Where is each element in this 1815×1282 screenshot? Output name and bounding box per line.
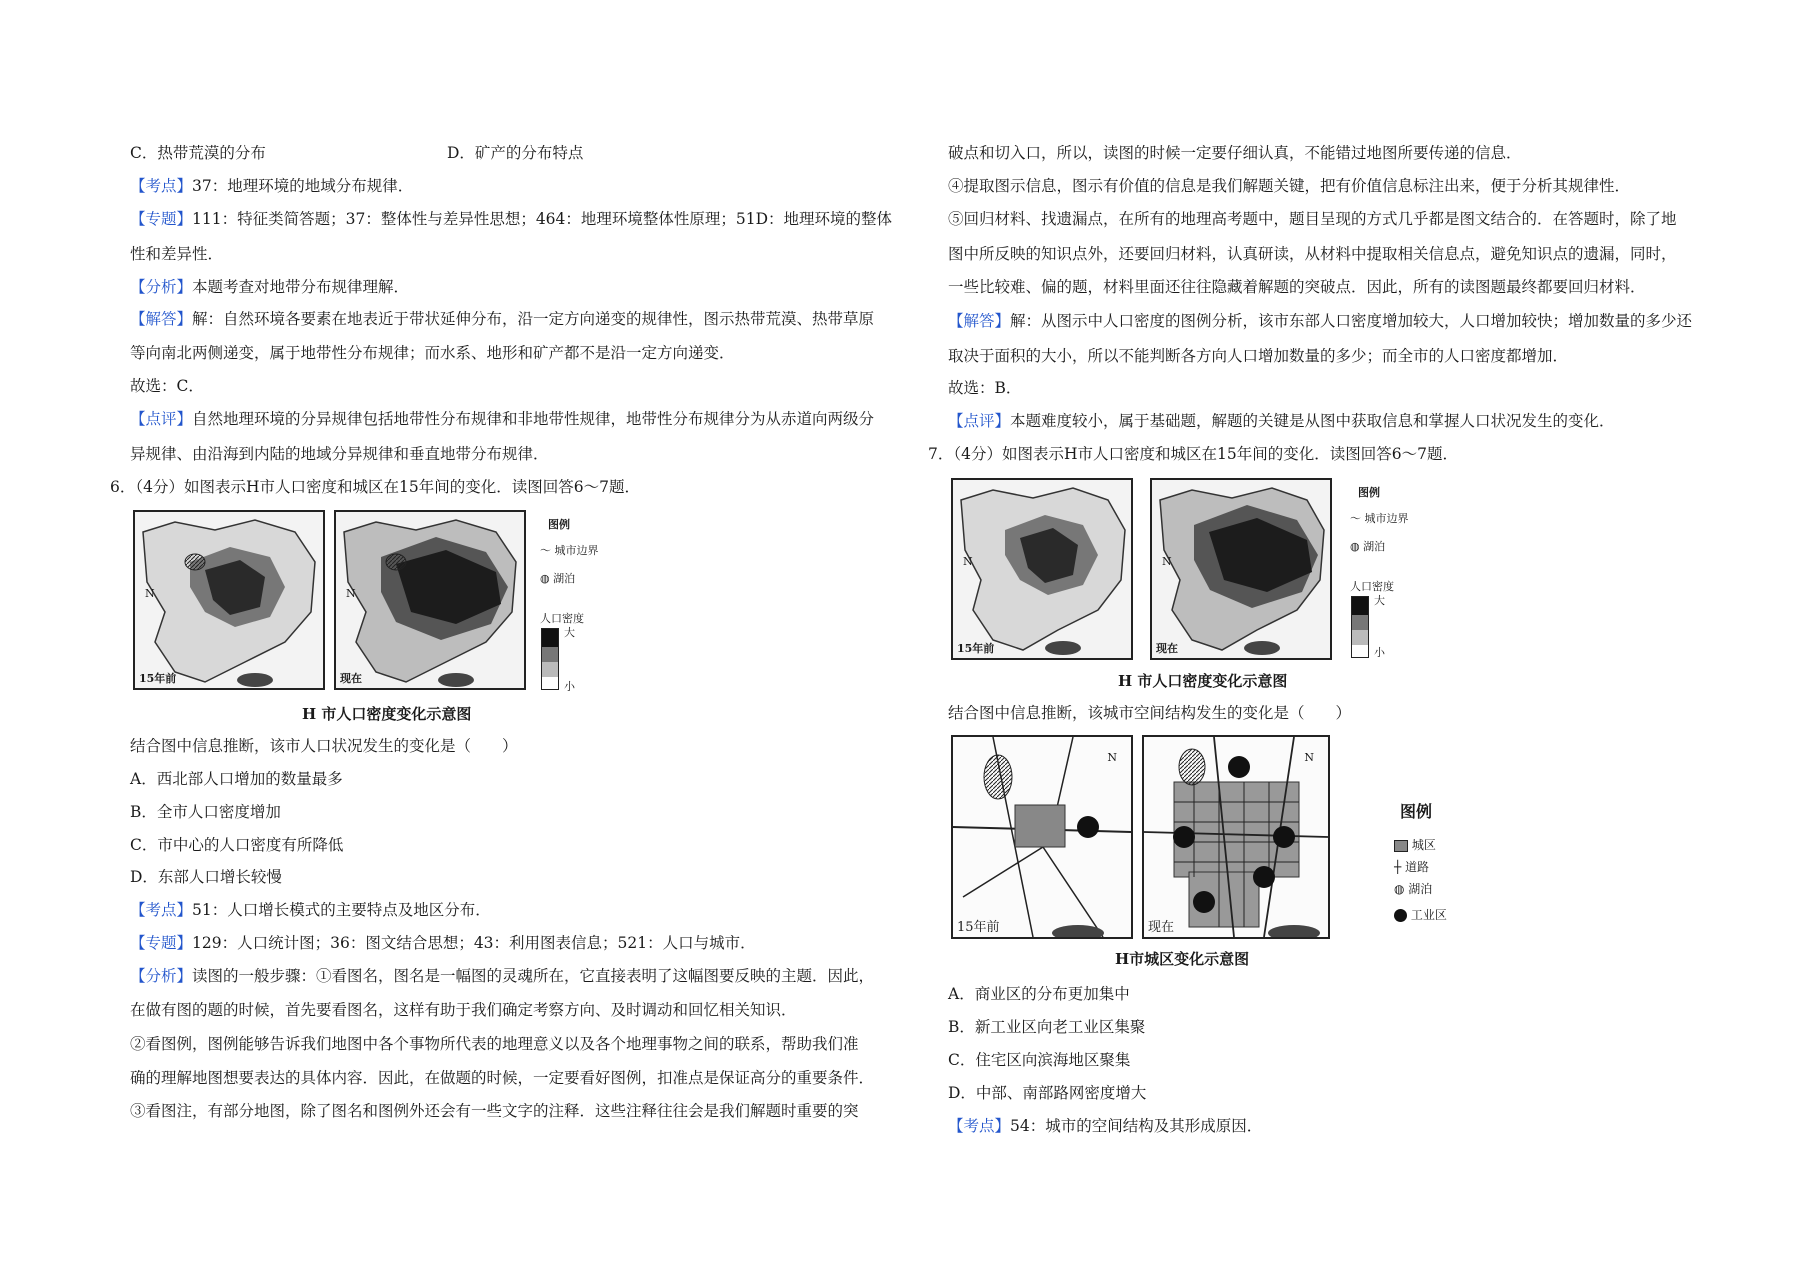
q5-jieda (130, 308, 874, 330)
kaodian-text: 37：地理环境的地域分布规律． (192, 177, 414, 195)
density-map-now-q7-svg (1152, 480, 1330, 658)
answer: 故选：C． (130, 377, 204, 395)
map-label-now: 现在 (340, 672, 362, 685)
q5-options-cd (130, 142, 584, 164)
q6-zhuanti (130, 932, 756, 954)
fenxi-text: 读图的一般步骤：①看图名，图名是一幅图的灵魂所在，它直接表明了这幅图要反映的主题．因此， (192, 967, 875, 985)
legend-lake: ◍ 湖泊 (1350, 540, 1386, 553)
map-label-now: 现在 (1156, 642, 1178, 655)
fenxi-text-4: 确的理解地图想要表达的具体内容．因此，在做题的时候，一定要看好图例，扣准点是保证高分的重要条件． (130, 1069, 875, 1087)
q7-stem: 7．（4分）如图表示H市人口密度和城区在15年间的变化．读图回答6～7题． (928, 445, 1458, 463)
legend-lake: ◍ 湖泊 (540, 572, 576, 585)
option-d: D．东部人口增长较慢 (130, 868, 282, 886)
legend-lake2: ◍ 湖泊 (1394, 882, 1433, 896)
figure-caption: H 市人口密度变化示意图 (302, 705, 472, 723)
kaodian-tag: 【考点】 (130, 177, 193, 195)
q5-fenxi (130, 276, 409, 298)
legend-border: 〜 城市边界 (1350, 512, 1409, 525)
legend-industry-label: 工业区 (1410, 908, 1447, 922)
urban-map-now (1142, 735, 1330, 939)
legend-urban-label: 城区 (1411, 838, 1436, 852)
legend-border-label: 城市边界 (1364, 512, 1409, 525)
option-b: B．新工业区向老工业区集聚 (948, 1018, 1146, 1036)
legend-density-scale (1351, 596, 1369, 658)
fenxi-tag: 【分析】 (130, 278, 193, 296)
dianping-text: 自然地理环境的分异规律包括地带性分布规律和非地带性规律，地带性分布规律分为从赤道向两级分 (192, 410, 875, 428)
north-arrow: N (1162, 555, 1172, 568)
option-b: B．全市人口密度增加 (130, 803, 281, 821)
q7-question: 结合图中信息推断，该城市空间结构发生的变化是（ ） (948, 704, 1352, 722)
jieda-tag: 【解答】 (948, 312, 1011, 330)
answer: 故选：B． (948, 379, 1022, 397)
legend-lake-label: 湖泊 (1363, 540, 1386, 553)
density-map-before-q7-svg (953, 480, 1131, 658)
legend-lake-label: 湖泊 (1408, 882, 1433, 896)
north-arrow: N (1107, 751, 1117, 764)
density-map-now-svg (336, 512, 524, 688)
q6-jieda (948, 310, 1692, 332)
map-label-now: 现在 (1148, 920, 1175, 935)
legend-title: 图例 (548, 518, 570, 531)
legend-density: 人口密度 (1350, 580, 1394, 593)
jieda-text-cont: 取决于面积的大小，所以不能判断各方向人口增加数量的多少；而全市的人口密度都增加． (948, 347, 1569, 365)
legend-title: 图例 (1358, 486, 1380, 499)
fenxi-cont-2: ④提取图示信息，图示有价值的信息是我们解题关键，把有价值信息标注出来，便于分析其规律性． (948, 177, 1631, 195)
q6-fenxi (130, 965, 874, 987)
north-arrow: N (963, 555, 973, 568)
fenxi-cont-4: 图中所反映的知识点外，还要回归材料，认真研读，从材料中提取相关信息点，避免知识点的遗漏，同时， (948, 245, 1677, 263)
density-map-now-q7 (1150, 478, 1332, 660)
fenxi-cont-3: ⑤回归材料、找遗漏点，在所有的地理高考题中，题目呈现的方式几乎都是图文结合的．在答题时，除了地 (948, 210, 1677, 228)
map-label-before: 15年前 (957, 642, 995, 655)
option-a: A．商业区的分布更加集中 (948, 985, 1130, 1003)
legend-small: 小 (1374, 646, 1385, 659)
option-c: C．热带荒漠的分布 (130, 144, 266, 162)
kaodian-tag: 【考点】 (130, 901, 193, 919)
legend-industry (1394, 908, 1447, 922)
zhuanti-tag: 【专题】 (130, 934, 193, 952)
urban-map-now-svg (1144, 737, 1328, 937)
legend-road-label: 道路 (1405, 860, 1430, 874)
fenxi-text-3: ②看图例，图例能够告诉我们地图中各个事物所代表的地理意义以及各个地理事物之间的联系，帮助我们准 (130, 1035, 859, 1053)
jieda-text: 解：从图示中人口密度的图例分析，该市东部人口密度增加较大，人口增加较快；增加数量的多少还 (1010, 312, 1693, 330)
option-c: C．市中心的人口密度有所降低 (130, 836, 344, 854)
kaodian-text: 54：城市的空间结构及其形成原因． (1010, 1117, 1263, 1135)
urban-map-before-svg (953, 737, 1131, 937)
fenxi-text-5: ③看图注，有部分地图，除了图名和图例外还会有一些文字的注释．这些注释往往会是我们解题时重要的突 (130, 1102, 859, 1120)
jieda-text: 解：自然环境各要素在地表近于带状延伸分布，沿一定方向递变的规律性，图示热带荒漠、热带草原 (192, 310, 875, 328)
dianping-tag: 【点评】 (948, 412, 1011, 430)
option-a: A．西北部人口增加的数量最多 (130, 770, 343, 788)
option-d: D．中部、南部路网密度增大 (948, 1084, 1147, 1102)
map-label-before: 15年前 (957, 920, 1000, 935)
legend-border: 〜 城市边界 (540, 544, 599, 557)
legend-density: 人口密度 (540, 612, 584, 625)
jieda-text-cont: 等向南北两侧递变，属于地带性分布规律；而水系、地形和矿产都不是沿一定方向递变． (130, 344, 735, 362)
density-map-before-svg (135, 512, 323, 688)
kaodian-tag: 【考点】 (948, 1117, 1011, 1135)
fenxi-cont-1: 破点和切入口，所以，读图的时候一定要仔细认真，不能错过地图所要传递的信息． (948, 144, 1522, 162)
legend-big: 大 (564, 626, 575, 639)
jieda-tag: 【解答】 (130, 310, 193, 328)
legend-title: 图例 (1400, 802, 1433, 821)
q6-kaodian (130, 899, 491, 921)
zhuanti-text-cont: 性和差异性． (130, 245, 224, 263)
fenxi-cont-5: 一些比较难、偏的题，材料里面还往往隐藏着解题的突破点．因此，所有的读图题最终都要回归材料． (948, 278, 1646, 296)
legend-big: 大 (1374, 594, 1385, 607)
zhuanti-tag: 【专题】 (130, 210, 193, 228)
figure-caption: H 市人口密度变化示意图 (1118, 672, 1288, 690)
legend-lake-label: 湖泊 (553, 572, 576, 585)
density-map-now (334, 510, 526, 690)
option-d: D．矿产的分布特点 (447, 144, 584, 162)
dianping-text-cont: 异规律、由沿海到内陆的地域分异规律和垂直地带分布规律． (130, 445, 549, 463)
north-arrow: N (346, 587, 356, 600)
figure-caption-2: H市城区变化示意图 (1115, 950, 1250, 968)
dianping-text: 本题难度较小，属于基础题，解题的关键是从图中获取信息和掌握人口状况发生的变化． (1010, 412, 1615, 430)
legend-border-label: 城市边界 (554, 544, 599, 557)
legend-urban (1394, 838, 1436, 852)
zhuanti-text: 111：特征类简答题；37：整体性与差异性思想；464：地理环境整体性原理；51D：地理环境的整体 (192, 210, 893, 228)
dianping-tag: 【点评】 (130, 410, 193, 428)
q6-question: 结合图中信息推断，该市人口状况发生的变化是（ ） (130, 737, 518, 755)
density-map-before (133, 510, 325, 690)
option-c: C．住宅区向滨海地区聚集 (948, 1051, 1131, 1069)
q6-stem: 6．（4分）如图表示H市人口密度和城区在15年间的变化．读图回答6～7题． (110, 478, 640, 496)
q5-kaodian (130, 175, 413, 197)
density-map-before-q7 (951, 478, 1133, 660)
zhuanti-text: 129：人口统计图；36：图文结合思想；43：利用图表信息；521：人口与城市． (192, 934, 756, 952)
legend-small: 小 (564, 680, 575, 693)
urban-swatch (1394, 840, 1408, 852)
q5-dianping (130, 408, 874, 430)
q7-kaodian (948, 1115, 1262, 1137)
urban-map-before (951, 735, 1133, 939)
industry-swatch (1394, 909, 1407, 922)
fenxi-tag: 【分析】 (130, 967, 193, 985)
legend-density-scale (541, 628, 559, 690)
legend-road: ┼ 道路 (1394, 860, 1430, 874)
north-arrow: N (145, 587, 155, 600)
fenxi-text: 本题考查对地带分布规律理解． (192, 278, 410, 296)
map-label-before: 15年前 (139, 672, 177, 685)
kaodian-text: 51：人口增长模式的主要特点及地区分布． (192, 901, 491, 919)
q6-dianping (948, 410, 1615, 432)
q5-zhuanti (130, 208, 892, 230)
north-arrow: N (1304, 751, 1314, 764)
fenxi-text-2: 在做有图的题的时候，首先要看图名，这样有助于我们确定考察方向、及时调动和回忆相关知识． (130, 1001, 797, 1019)
